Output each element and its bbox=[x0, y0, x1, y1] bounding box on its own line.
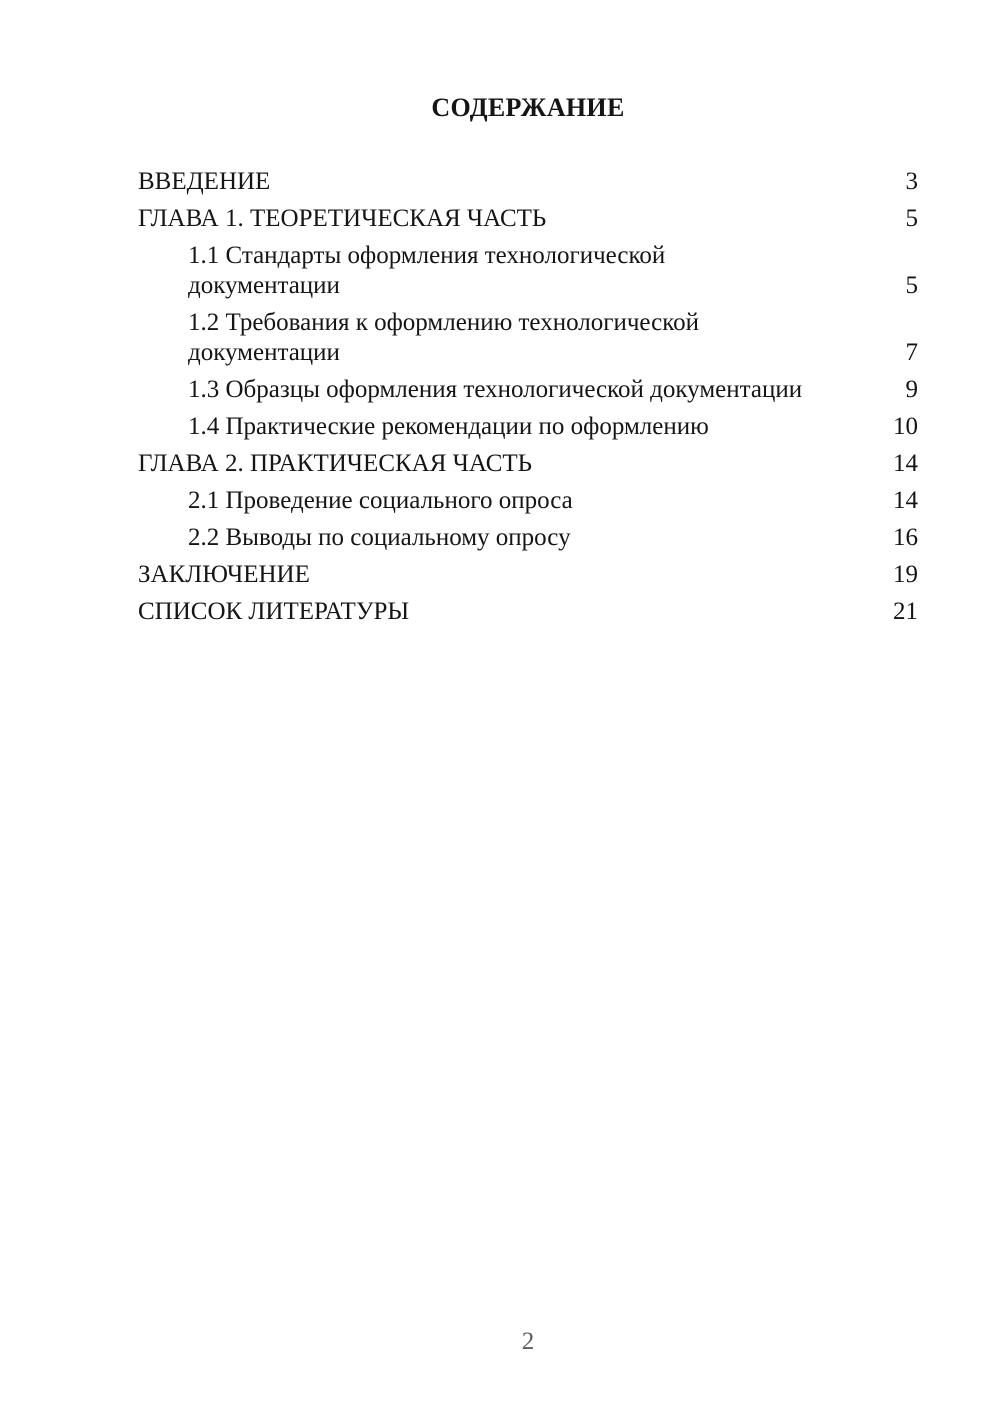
toc-entry bbox=[138, 375, 918, 405]
toc-entry bbox=[138, 523, 918, 553]
toc-entry-label bbox=[138, 449, 873, 479]
toc-entry-line: ВВЕДЕНИЕ bbox=[138, 168, 271, 195]
toc-entry-line: 1.1 Стандарты оформления технологической bbox=[188, 242, 666, 269]
toc-list bbox=[138, 167, 918, 627]
toc-entry-page: 10 bbox=[893, 413, 918, 440]
toc-entry-label bbox=[138, 308, 886, 368]
toc-entry-page: 7 bbox=[905, 339, 918, 366]
toc-entry-line: 1.3 Образцы оформления технологической документации bbox=[188, 376, 803, 403]
toc-entry-line: документации bbox=[188, 272, 340, 299]
page-content bbox=[138, 0, 918, 634]
toc-entry-line: ГЛАВА 1. ТЕОРЕТИЧЕСКАЯ ЧАСТЬ bbox=[138, 205, 547, 232]
toc-entry bbox=[138, 412, 918, 442]
toc-entry-page: 5 bbox=[905, 272, 918, 299]
toc-entry-label bbox=[138, 412, 873, 442]
toc-entry bbox=[138, 167, 918, 197]
toc-entry bbox=[138, 560, 918, 590]
toc-entry bbox=[138, 486, 918, 516]
toc-entry-line: 1.2 Требования к оформлению технологической bbox=[188, 309, 699, 336]
toc-entry-label bbox=[138, 560, 873, 590]
toc-entry-page: 14 bbox=[893, 487, 918, 514]
toc-entry-line: 1.4 Практические рекомендации по оформлению bbox=[188, 413, 709, 440]
toc-entry-page: 9 bbox=[905, 376, 918, 403]
toc-entry-page: 14 bbox=[893, 450, 918, 477]
toc-entry-line: документации bbox=[188, 339, 340, 366]
toc-entry bbox=[138, 597, 918, 627]
toc-entry bbox=[138, 241, 918, 301]
toc-entry-line: 2.2 Выводы по социальному опросу bbox=[188, 524, 571, 551]
footer-page-number: 2 bbox=[521, 1328, 535, 1355]
toc-entry-line: СПИСОК ЛИТЕРАТУРЫ bbox=[138, 598, 410, 625]
toc-entry-line: 2.1 Проведение социального опроса bbox=[188, 487, 573, 514]
toc-entry-line: ЗАКЛЮЧЕНИЕ bbox=[138, 561, 310, 588]
toc-entry-label bbox=[138, 486, 873, 516]
toc-entry bbox=[138, 204, 918, 234]
toc-entry-label bbox=[138, 375, 886, 405]
toc-entry-label bbox=[138, 204, 886, 234]
toc-entry-page: 21 bbox=[893, 598, 918, 625]
toc-title: СОДЕРЖАНИЕ bbox=[431, 93, 625, 122]
toc-entry bbox=[138, 308, 918, 368]
toc-entry-label bbox=[138, 167, 886, 197]
toc-entry-page: 3 bbox=[905, 168, 918, 195]
toc-entry-page: 19 bbox=[893, 561, 918, 588]
toc-entry-line: ГЛАВА 2. ПРАКТИЧЕСКАЯ ЧАСТЬ bbox=[138, 450, 533, 477]
toc-entry bbox=[138, 449, 918, 479]
toc-entry-label bbox=[138, 241, 886, 301]
toc-entry-page: 16 bbox=[893, 524, 918, 551]
toc-entry-label bbox=[138, 523, 873, 553]
toc-entry-page: 5 bbox=[905, 205, 918, 232]
toc-entry-label bbox=[138, 597, 873, 627]
